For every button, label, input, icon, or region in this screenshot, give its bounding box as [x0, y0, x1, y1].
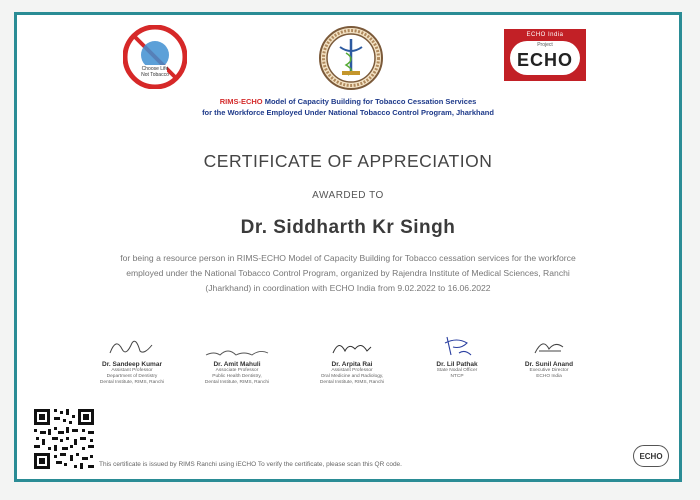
signature-block — [187, 333, 287, 386]
signature-scribble-icon — [529, 333, 569, 359]
echo-logo-top-text: ECHO India — [526, 32, 564, 38]
signatory-department: ECHO India — [536, 374, 562, 379]
rims-seal-logo — [318, 25, 384, 91]
qr-code-icon[interactable] — [32, 407, 96, 471]
signatory-institute: Dental Institute, RIMS, Ranchi — [319, 380, 385, 385]
echo-footer-logo: ECHO — [633, 445, 669, 467]
signature-scribble-icon — [437, 333, 477, 359]
signatory-name: Dr. Sandeep Kumar — [102, 361, 162, 368]
signatory-name: Dr. Lil Pathak — [436, 361, 478, 368]
verification-note: This certificate is issued by RIMS Ranchi using iECHO To verify the certificate, please scan this QR code. — [99, 461, 402, 468]
signature-block — [407, 333, 507, 380]
awarded-to-label: AWARDED TO — [312, 190, 384, 201]
program-title-prefix: RIMS-ECHO — [219, 97, 263, 106]
echo-logo-program-text: Project — [537, 42, 553, 48]
signature-scribble-icon — [202, 333, 272, 359]
signatory-department: NTCP — [450, 374, 464, 379]
signature-block — [499, 333, 599, 380]
signatory-institute: Dental Institute, RIMS, Ranchi — [99, 380, 165, 385]
signatory-name: Dr. Sunil Anand — [524, 361, 574, 368]
certificate-description — [77, 251, 619, 296]
signature-scribble-icon — [102, 333, 162, 359]
echo-logo-oval — [510, 41, 580, 75]
program-title-line2: for the Workforce Employed Under National Tobacco Control Program, Jharkhand — [202, 108, 494, 117]
echo-logo-word: ECHO — [516, 49, 573, 70]
signatory-department: Public Health Dentistry, — [212, 374, 262, 379]
signatory-name: Dr. Amit Mahuli — [213, 361, 261, 368]
signatory-title: Assistant Professor — [111, 368, 153, 373]
signatory-department: Department of Dentistry — [106, 374, 158, 379]
svg-text:Not Tobacco: Not Tobacco — [141, 72, 169, 78]
recipient-name: Dr. Siddharth Kr Singh — [240, 217, 456, 238]
choose-life-logo — [123, 25, 187, 89]
logo-left-text: Choose Life — [141, 66, 169, 72]
description-line-2: employed under the National Tobacco Control Program, organized by Rajendra Institute of Medical Sciences, Ranchi — [126, 268, 570, 278]
signature-block — [302, 333, 402, 386]
signatory-title: Assistant Professor — [331, 368, 373, 373]
certificate-title: CERTIFICATE OF APPRECIATION — [203, 151, 493, 171]
program-title-rest: Model of Capacity Building for Tobacco Cessation Services — [262, 97, 477, 106]
signatory-name: Dr. Arpita Rai — [331, 361, 373, 368]
signatory-institute: Dental Institute, RIMS, Ranchi — [204, 380, 270, 385]
program-title-line1 — [17, 97, 679, 106]
description-line-3: (Jharkhand) in coordination with ECHO India from 9.02.2022 to 16.06.2022 — [205, 283, 491, 293]
signatory-title: Executive Director — [529, 368, 569, 373]
signatory-title: Associate Professor — [215, 368, 259, 373]
signature-block — [82, 333, 182, 386]
echo-india-logo — [504, 29, 586, 81]
certificate-frame — [14, 12, 682, 482]
signatory-department: Oral Medicine and Radiology, — [320, 374, 384, 379]
signatory-title: State Nodal Officer — [436, 368, 478, 373]
signature-scribble-icon — [327, 333, 377, 359]
description-line-1: for being a resource person in RIMS-ECHO Model of Capacity Building for Tobacco cessation services for the workforce — [120, 253, 576, 263]
